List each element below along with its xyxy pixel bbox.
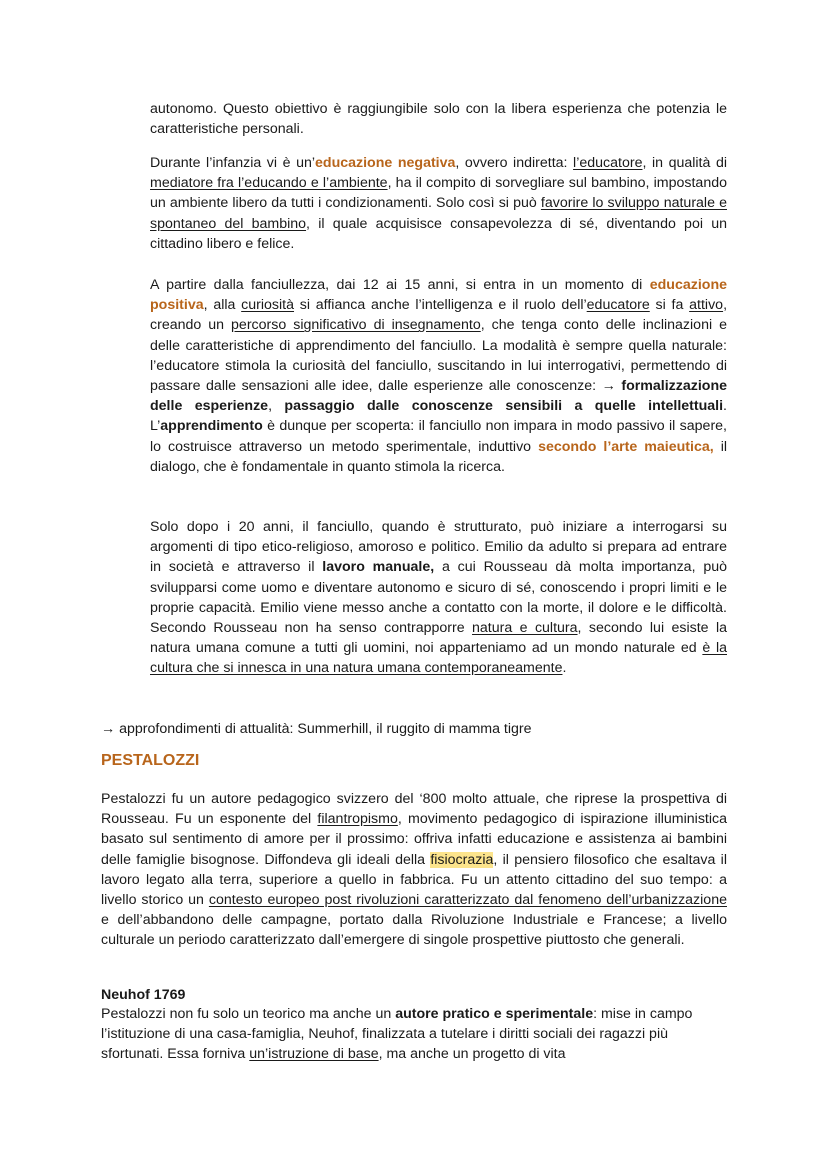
text-run: autonomo. Questo obiettivo è raggiungibile solo con la libera esperienza che potenzia le caratteristiche personali. <box>150 101 727 138</box>
text-run: , ha il compito di sorvegliare sul bambino, impostando un ambiente libero da tutti i condizionamenti. Solo così si può <box>150 175 727 212</box>
text-run-u: è la cultura che si innesca in una natura umana contemporaneamente <box>150 640 727 677</box>
text-run-b: apprendimento <box>160 418 263 435</box>
text-run-u: filantropismo <box>317 811 398 828</box>
text-run: : mise in campo l’istituzione di una casa-famiglia, Neuhof, finalizzata a tutelare i diritti sociali dei ragazzi più sfortunati. Essa forniva <box>101 1006 693 1063</box>
text-run: . L’ <box>150 398 727 435</box>
paragraph <box>150 517 727 679</box>
text-run-u: l’educatore <box>573 155 643 171</box>
text-run: , creando un <box>150 297 728 334</box>
text-run: . <box>562 660 567 677</box>
text-run-b: autore pratico e sperimentale <box>395 1006 594 1022</box>
text-run: il dialogo, che è fondamentale in quanto stimola la ricerca. <box>150 438 728 475</box>
paragraph <box>150 99 727 139</box>
text-run: → approfondimenti di attualità: Summerhill, il ruggito di mamma tigre <box>101 721 532 737</box>
text-run-u: mediatore fra l’educando e l’ambiente <box>150 175 388 192</box>
text-run-b: passaggio dalle conoscenze sensibili a quelle intellettuali <box>284 398 724 415</box>
text-run: A partire dalla fanciullezza, dai 12 ai 15 anni, si entra in un momento di <box>150 277 650 293</box>
text-run-u: attivo <box>689 297 724 314</box>
text-run-orange: secondo l’arte maieutica, <box>538 438 714 455</box>
text-run-u: un’istruzione di base <box>249 1046 379 1063</box>
text-run: è dunque per scoperta: il fanciullo non impara in modo passivo il sapere, lo costruisce attraverso un metodo sperimentale, induttivo <box>150 418 727 455</box>
text-run: , movimento pedagogico di ispirazione illuministica basato sul sentimento di amore per il prossimo: offriva infatti educazione e assistenza ai bambini delle famiglie bisognose. Diffondeva gli ideali della <box>101 811 727 868</box>
text-run: si affianca anche l’intelligenza e il ruolo dell’ <box>294 297 587 314</box>
text-run-orange: educazione positiva <box>150 277 727 314</box>
text-run: , ovvero indiretta: <box>455 155 574 171</box>
text-run: a cui Rousseau dà molta importanza, può svilupparsi come uomo e diventare autonomo e sicuro di sé, conoscendo i propri limiti e le proprie capacità. Emilio viene messo anche a contatto con la morte, il dolore e le difficoltà. Secondo Rousseau non ha senso contrapporre <box>150 559 727 637</box>
paragraph <box>101 1004 727 1065</box>
text-run: si fa <box>649 297 690 314</box>
text-run: Pestalozzi fu un autore pedagogico svizzero del ‘800 molto attuale, che riprese la prospettiva di Rousseau. Fu un esponente del <box>101 791 727 828</box>
text-run: , <box>268 398 285 415</box>
text-run-u: percorso significativo di insegnamento <box>231 317 481 334</box>
text-run-u: contesto europeo post rivoluzioni caratterizzato dal fenomeno dell’urbanizzazione <box>208 892 727 909</box>
paragraph <box>101 719 727 739</box>
text-run: , in qualità di <box>642 155 727 171</box>
paragraph <box>150 153 727 254</box>
text-run: , il pensiero filosofico che esaltava il lavoro legato alla terra, superiore a quello in fabbrica. Fu un attento cittadino del suo tempo: a livello storico un <box>101 851 727 909</box>
text-run: Durante l’infanzia vi è un’ <box>150 155 316 171</box>
text-run-u: natura e cultura <box>472 620 578 637</box>
text-run-orange: educazione negativa <box>315 155 456 171</box>
text-run: e dell’abbandono delle campagne, portato dalla Rivoluzione Industriale e Francese; a livello culturale un periodo caratterizzato dall’emergere di singole prospettive piuttosto che generali. <box>101 912 727 949</box>
text-run-u: favorire lo sviluppo naturale e spontaneo del bambino <box>150 195 727 232</box>
text-run: , il quale acquisisce consapevolezza di sé, diventando poi un cittadino libero e felice. <box>150 215 727 252</box>
text-run: , secondo lui esiste la natura umana comune a tutti gli uomini, noi apparteniamo ad un mondo naturale ed <box>150 620 727 657</box>
text-run-b: lavoro manuale, <box>322 559 435 576</box>
text-run-u: curiosità <box>241 297 295 314</box>
section-heading: PESTALOZZI <box>101 752 200 769</box>
paragraph <box>150 275 727 477</box>
text-run: , ma anche un progetto di vita <box>378 1046 566 1063</box>
text-run-hl: fisiocrazia <box>430 851 494 868</box>
subsection-heading: Neuhof 1769 <box>101 987 186 1003</box>
text-run-b: formalizzazione delle esperienze <box>150 378 727 415</box>
paragraph <box>101 789 727 951</box>
text-run: Pestalozzi non fu solo un teorico ma anche un <box>101 1006 396 1022</box>
text-run: , che tenga conto delle inclinazioni e delle caratteristiche di apprendimento del fanciullo. La modalità è sempre quella naturale: l’educatore stimola la curiosità del fanciullo, suscitando in lui interrogativi, permettendo di passare dalle sensazioni alle idee, dalle esperienze alle conoscenze: → <box>150 317 727 395</box>
text-run-u: educatore <box>586 297 650 314</box>
text-run: , alla <box>203 297 242 314</box>
text-run: Solo dopo i 20 anni, il fanciullo, quando è strutturato, può iniziare a interrogarsi su argomenti di tipo etico-religioso, amoroso e politico. Emilio da adulto si prepara ad entrare in società e attraverso il <box>150 519 727 576</box>
